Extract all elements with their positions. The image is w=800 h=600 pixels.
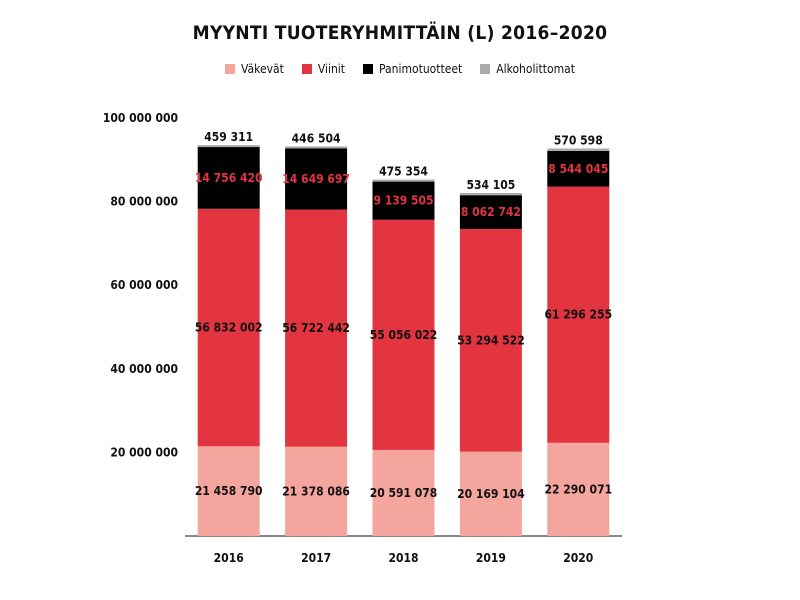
legend-label-alkoholittomat: Alkoholittomat xyxy=(496,62,575,76)
data-label-vakevat-2016: 21 458 790 xyxy=(194,484,263,499)
data-label-alkoholittomat-2018: 475 354 xyxy=(379,164,428,179)
data-label-vakevat-2019: 20 169 104 xyxy=(457,486,525,501)
data-label-panimotuotteet-2019: 8 062 742 xyxy=(460,205,521,220)
legend-label-viinit: Viinit xyxy=(317,62,346,76)
bar-alkoholittomat-2020 xyxy=(547,149,609,151)
data-label-vakevat-2017: 21 378 086 xyxy=(282,484,350,499)
x-tick-label-2016: 2016 xyxy=(213,551,244,565)
x-tick-label-2020: 2020 xyxy=(563,551,594,565)
y-tick-label-2: 60 000 000 xyxy=(110,278,178,293)
x-tick-label-2017: 2017 xyxy=(301,551,332,565)
data-label-vakevat-2020: 22 290 071 xyxy=(544,482,613,497)
data-label-viinit-2019: 53 294 522 xyxy=(457,333,525,348)
data-label-panimotuotteet-2016: 14 756 420 xyxy=(194,170,263,185)
bar-alkoholittomat-2016 xyxy=(198,145,260,147)
x-tick-label-2018: 2018 xyxy=(388,551,419,565)
legend-label-vakevat: Väkevät xyxy=(241,62,284,76)
chart-title: MYYNTI TUOTERYHMITTÄIN (L) 2016–2020 xyxy=(192,22,608,44)
data-label-viinit-2017: 56 722 442 xyxy=(282,321,350,336)
data-label-viinit-2016: 56 832 002 xyxy=(194,320,263,335)
data-label-panimotuotteet-2020: 8 544 045 xyxy=(548,161,609,176)
x-tick-label-2019: 2019 xyxy=(475,551,506,565)
data-label-panimotuotteet-2018: 9 139 505 xyxy=(373,193,434,208)
data-label-viinit-2018: 55 056 022 xyxy=(369,327,438,342)
bar-alkoholittomat-2017 xyxy=(285,146,347,148)
y-tick-label-0: 20 000 000 xyxy=(110,445,178,460)
data-label-viinit-2020: 61 296 255 xyxy=(544,307,613,322)
bar-alkoholittomat-2019 xyxy=(460,193,522,195)
data-label-panimotuotteet-2017: 14 649 697 xyxy=(282,171,350,186)
legend-label-panimotuotteet: Panimotuotteet xyxy=(379,62,463,76)
y-tick-label-3: 80 000 000 xyxy=(110,194,178,209)
y-tick-label-1: 40 000 000 xyxy=(110,361,178,376)
bar-alkoholittomat-2018 xyxy=(373,180,435,182)
data-label-alkoholittomat-2016: 459 311 xyxy=(204,130,254,145)
y-tick-label-4: 100 000 000 xyxy=(102,111,178,125)
data-label-alkoholittomat-2019: 534 105 xyxy=(466,177,516,192)
data-label-alkoholittomat-2017: 446 504 xyxy=(291,131,341,146)
data-label-alkoholittomat-2020: 570 598 xyxy=(553,133,603,148)
data-label-vakevat-2018: 20 591 078 xyxy=(369,485,438,500)
